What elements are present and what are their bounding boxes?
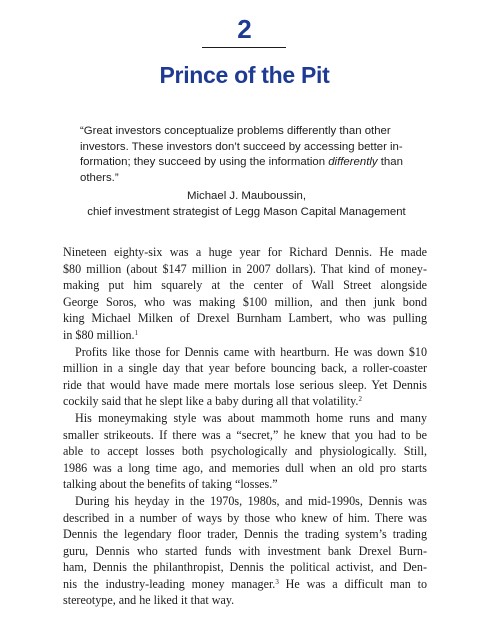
epigraph-line: investors. These investors don’t succeed by accessing better in- <box>80 140 403 153</box>
epigraph-line: “Great investors conceptualize problems differently than other <box>80 125 391 137</box>
body-line: Nineteen eighty-six was a huge year for Richard Dennis. He made <box>63 245 427 259</box>
body-line: ride that would have made mere mortals lose serious sleep. Yet Dennis <box>63 377 427 392</box>
body-line: $80 million (about $147 million in 2007 dollars). That kind of money- <box>63 261 427 276</box>
body-line: 1986 was a long time ago, and memories dull when an old pro starts <box>63 460 427 475</box>
attribution-title: chief investment strategist of Legg Mason Capital Management <box>87 206 406 218</box>
epigraph <box>80 124 413 186</box>
body-line: in $80 million.$^1$ <box>63 327 139 342</box>
body-line: described in a number of ways by those who knew of him. There was <box>63 510 427 525</box>
body-line: cockily said that he slept like a baby during all that volatility.$^2$ <box>63 394 362 409</box>
body-line: able to accept losses both psychologically and physiologically. Still, <box>63 444 427 459</box>
body-line: stereotype, and he liked it that way. <box>63 593 235 608</box>
body-line: king Michael Milken of Drexel Burnham Lambert, who was pulling <box>63 311 427 326</box>
chapter-number: 2 <box>237 14 252 44</box>
body-line: guru, Dennis who started funds with investment bank Drexel Burn- <box>63 543 427 558</box>
body-line: talking about the benefits of taking “losses.” <box>63 477 278 492</box>
body-line: making put him squarely at the center of Wall Street alongside <box>63 278 427 293</box>
epigraph-emphasis: differently <box>328 156 378 169</box>
body-line: ham, Dennis the philanthropist, Dennis the political activist, and Den- <box>63 560 427 575</box>
footnote-marker: 1 <box>134 328 139 337</box>
body-line: nis the industry-leading money manager.$^3$ He was a difficult man to <box>63 576 427 591</box>
body-line: Profits like those for Dennis came with heartburn. He was down $10 <box>75 344 427 359</box>
body-line: smaller strikeouts. If there was a “secret,” he knew that you had to be <box>63 427 427 442</box>
body-line: Dennis the legendary floor trader, Dennis the trading system’s trading <box>63 527 427 542</box>
epigraph-line: formation; they succeed by using the information differently than <box>80 156 403 169</box>
attribution-author: Michael J. Mauboussin, <box>186 190 307 202</box>
epigraph-attribution <box>60 188 433 220</box>
body-line: million in a single day that year before bouncing back, a roller-coaster <box>63 361 427 376</box>
chapter-title: Prince of the Pit <box>159 62 330 88</box>
footnote-marker: 3 <box>275 577 279 586</box>
body-line: His moneymaking style was about mammoth home runs and many <box>75 410 427 425</box>
body-text <box>63 244 427 609</box>
chapter-divider <box>202 47 286 48</box>
footnote-marker: 2 <box>358 395 362 404</box>
epigraph-line: others.” <box>80 171 119 184</box>
body-line: During his heyday in the 1970s, 1980s, and mid-1990s, Dennis was <box>75 493 427 508</box>
body-line: George Soros, who was making $100 million, and then junk bond <box>63 294 427 309</box>
